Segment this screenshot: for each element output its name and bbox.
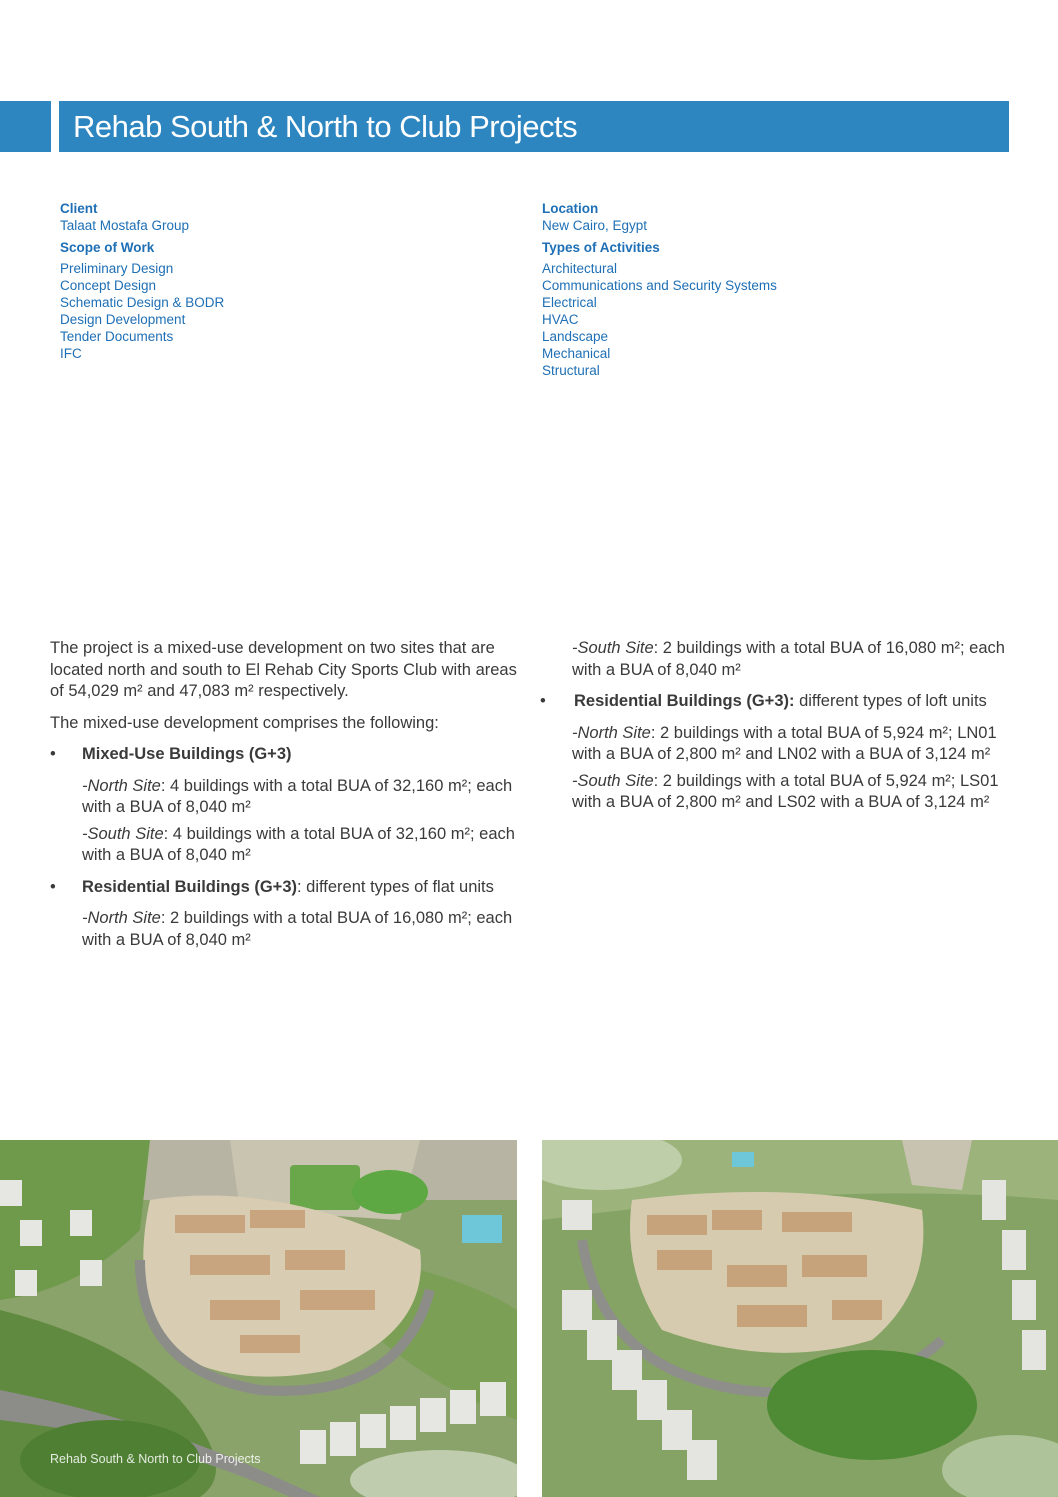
- meta-left-column: [60, 200, 500, 362]
- site-text: : 4 buildings with a total BUA of 32,160 m²; each with a BUA of 8,040 m²: [82, 824, 515, 864]
- flat-south-line: [540, 638, 1010, 681]
- photo-caption: Rehab South & North to Club Projects: [50, 1452, 261, 1466]
- bullet-icon: •: [540, 692, 546, 710]
- site-label: -North Site: [82, 776, 161, 795]
- aerial-render-south-image: [542, 1140, 1058, 1497]
- loft-heading: Residential Buildings (G+3):: [574, 692, 795, 710]
- scope-item: Tender Documents: [60, 329, 174, 344]
- flat-north-line: [50, 908, 520, 951]
- scope-item: Concept Design: [60, 278, 157, 293]
- site-text: : 4 buildings with a total BUA of 32,160 m²; each with a BUA of 8,040 m²: [82, 776, 513, 816]
- bullet-mixed-use: [50, 744, 520, 766]
- mixed-use-heading: Mixed-Use Buildings (G+3): [82, 745, 292, 763]
- activity-item: HVAC: [542, 312, 579, 327]
- flat-heading: Residential Buildings (G+3): [82, 877, 297, 896]
- meta-right-column: [542, 200, 982, 379]
- bullet-icon: •: [50, 877, 56, 896]
- site-label: -South Site: [572, 639, 654, 657]
- flat-text: : different types of flat units: [297, 877, 494, 896]
- site-text: : 2 buildings with a total BUA of 16,080 m²; each with a BUA of 8,040 m²: [572, 639, 1005, 679]
- site-label: -North Site: [82, 909, 161, 927]
- location-value: New Cairo, Egypt: [542, 218, 648, 233]
- client-label: Client: [60, 201, 98, 216]
- activity-item: Structural: [542, 363, 600, 378]
- scope-item: Schematic Design & BODR: [60, 295, 225, 310]
- scope-list: [60, 260, 500, 362]
- body-left-column: [50, 638, 520, 956]
- side-tab-marker: [0, 101, 51, 152]
- site-label: -South Site: [572, 771, 654, 790]
- bullet-icon: •: [50, 745, 56, 763]
- mixed-south-line: [50, 824, 520, 867]
- activities-label: Types of Activities: [542, 240, 660, 255]
- site-text: : 2 buildings with a total BUA of 5,924 m²; LN01 with a BUA of 2,800 m² and LN02 with a BUA of 3,124 m²: [572, 723, 997, 763]
- loft-text: different types of loft units: [794, 692, 987, 710]
- scope-item: IFC: [60, 346, 82, 361]
- activities-list: [542, 260, 982, 379]
- aerial-render-south: [542, 1140, 1058, 1497]
- scope-item: Design Development: [60, 312, 186, 327]
- title-bar: [59, 101, 1009, 152]
- aerial-render-north: [0, 1140, 517, 1497]
- client-value: Talaat Mostafa Group: [60, 218, 190, 233]
- activity-item: Mechanical: [542, 346, 611, 361]
- body-right-column: [540, 638, 1010, 819]
- bullet-flat-units: [50, 877, 520, 899]
- activity-item: Electrical: [542, 295, 597, 310]
- aerial-render-north-image: [0, 1140, 517, 1497]
- scope-label: Scope of Work: [60, 240, 155, 255]
- site-text: : 2 buildings with a total BUA of 5,924 m²; LS01 with a BUA of 2,800 m² and LS02 with a BUA of 3,124 m²: [572, 771, 999, 811]
- activity-item: Landscape: [542, 329, 609, 344]
- location-label: Location: [542, 201, 599, 216]
- loft-north-line: [540, 723, 1010, 766]
- scope-item: Preliminary Design: [60, 261, 174, 276]
- site-text: : 2 buildings with a total BUA of 16,080 m²; each with a BUA of 8,040 m²: [82, 909, 513, 949]
- intro-paragraph: The project is a mixed-use development on two sites that are located north and south to El Rehab City Sports Club with areas of 54,029 m² and 47,083 m² respectively.: [50, 639, 517, 700]
- activity-item: Communications and Security Systems: [542, 278, 777, 293]
- site-label: -South Site: [82, 824, 164, 843]
- page-title: Rehab South & North to Club Projects: [73, 109, 578, 144]
- comprises-paragraph: The mixed-use development comprises the following:: [50, 713, 439, 732]
- site-label: -North Site: [572, 723, 651, 742]
- loft-south-line: [540, 771, 1010, 814]
- activity-item: Architectural: [542, 261, 618, 276]
- mixed-north-line: [50, 776, 520, 819]
- bullet-loft-units: [540, 691, 1010, 713]
